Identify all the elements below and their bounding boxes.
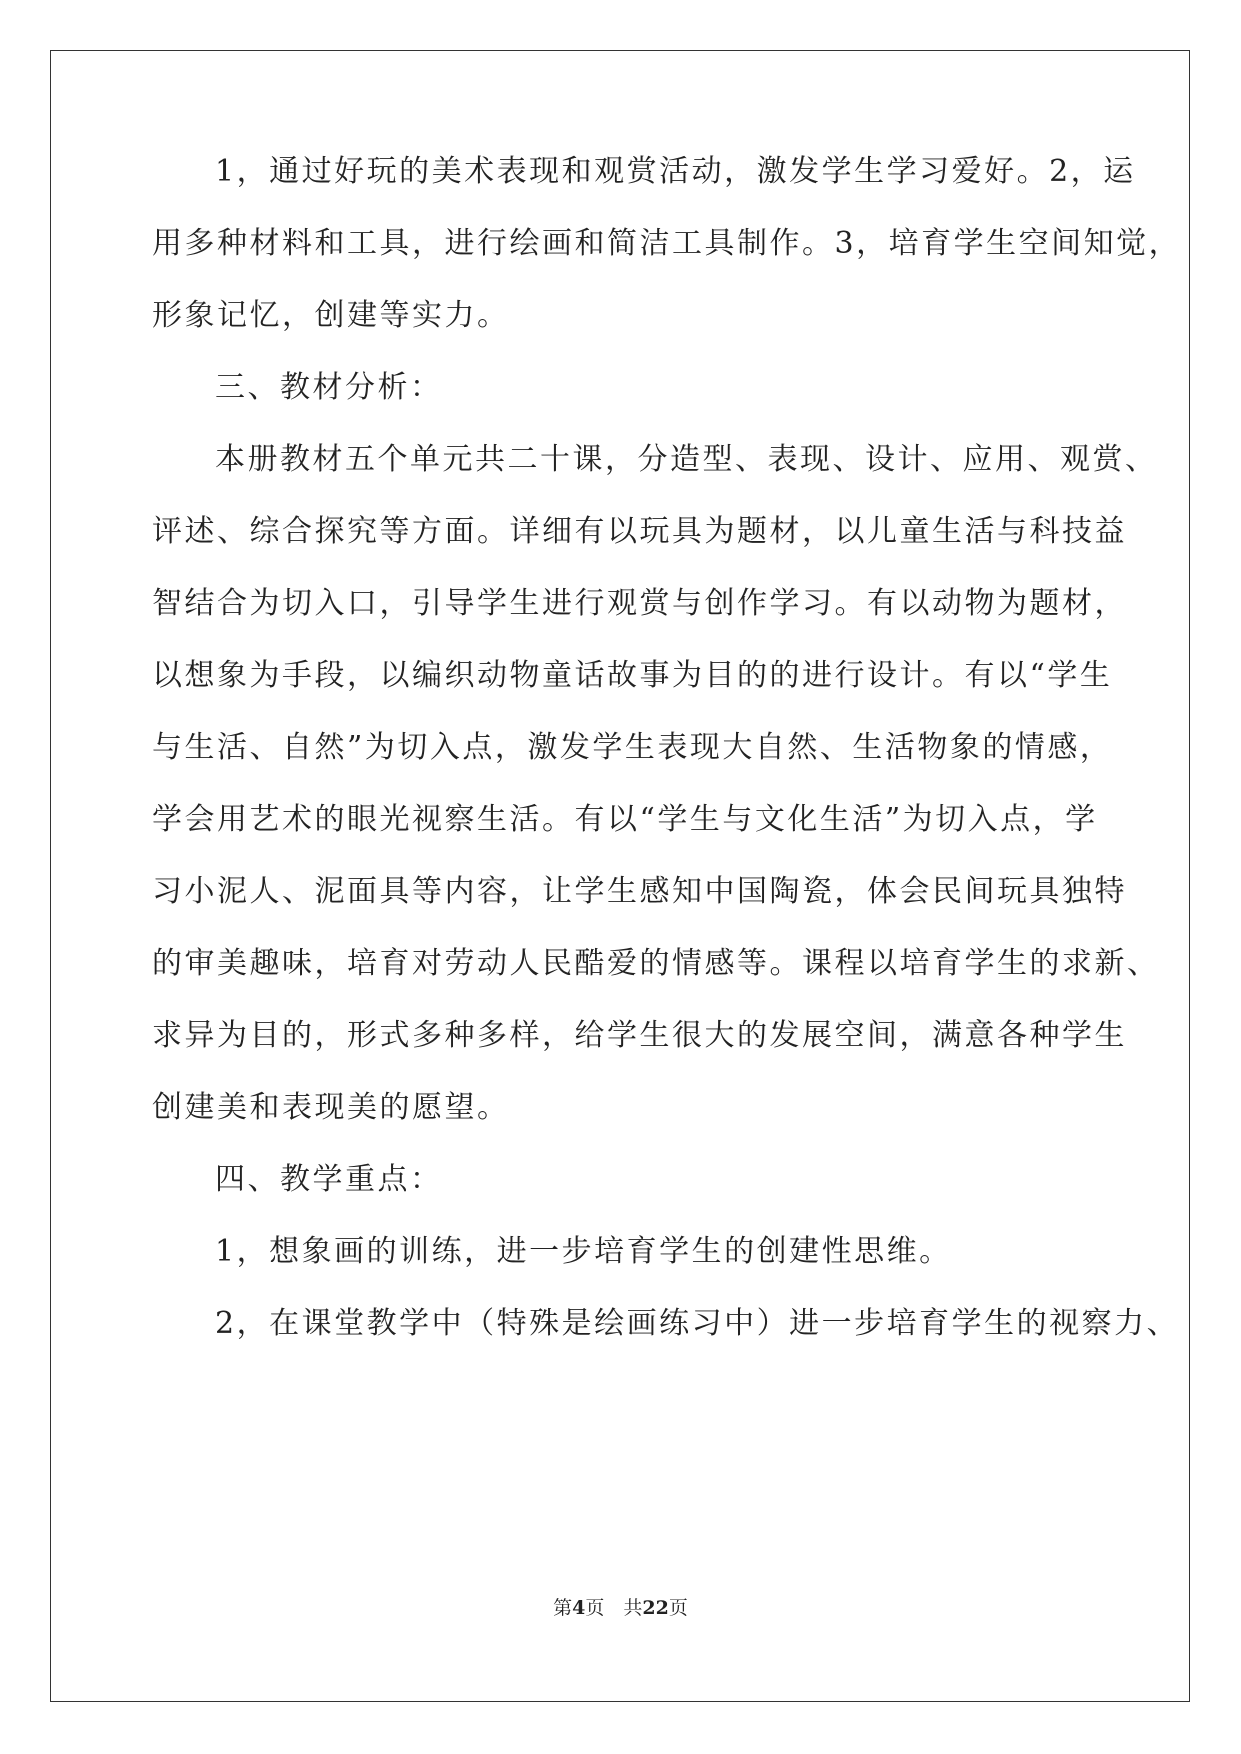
paragraph-line: 求异为目的，形式多种多样，给学生很大的发展空间，满意各种学生: [152, 1018, 1127, 1053]
paragraph-line: 1，通过好玩的美术表现和观赏活动，激发学生学习爱好。2，运: [215, 154, 1136, 189]
paragraph-line: 1，想象画的训练，进一步培育学生的创建性思维。: [215, 1234, 952, 1269]
total-page-count: 22: [642, 1597, 669, 1619]
paragraph-line: 智结合为切入口，引导学生进行观赏与创作学习。有以动物为题材，: [152, 586, 1127, 621]
paragraph-line: 与生活、自然”为切入点，激发学生表现大自然、生活物象的情感，: [152, 730, 1113, 765]
paragraph-line: 评述、综合探究等方面。详细有以玩具为题材，以儿童生活与科技益: [152, 514, 1127, 549]
paragraph-line: 以想象为手段，以编织动物童话故事为目的的进行设计。有以“学生: [152, 658, 1113, 693]
paragraph-line: 习小泥人、泥面具等内容，让学生感知中国陶瓷，体会民间玩具独特: [152, 874, 1127, 909]
section-heading: 四、教学重点：: [215, 1162, 443, 1197]
footer-suffix: 页: [668, 1597, 688, 1619]
paragraph-line: 2，在课堂教学中（特殊是绘画练习中）进一步培育学生的视察力、: [215, 1306, 1180, 1341]
paragraph-line: 用多种材料和工具，进行绘画和简洁工具制作。3，培育学生空间知觉，: [152, 226, 1182, 261]
footer-mid: 页 共: [585, 1597, 643, 1619]
current-page-number: 4: [572, 1597, 586, 1619]
paragraph-line: 学会用艺术的眼光视察生活。有以“学生与文化生活”为切入点，学: [152, 802, 1098, 837]
footer-prefix: 第: [553, 1597, 573, 1619]
paragraph-line: 本册教材五个单元共二十课，分造型、表现、设计、应用、观赏、: [215, 442, 1158, 477]
page-footer: [0, 1593, 1241, 1620]
section-heading: 三、教材分析：: [215, 370, 443, 405]
paragraph-line: 形象记忆，创建等实力。: [152, 298, 510, 333]
paragraph-line: 的审美趣味，培育对劳动人民酷爱的情感等。课程以培育学生的求新、: [152, 946, 1160, 981]
paragraph-line: 创建美和表现美的愿望。: [152, 1090, 510, 1125]
